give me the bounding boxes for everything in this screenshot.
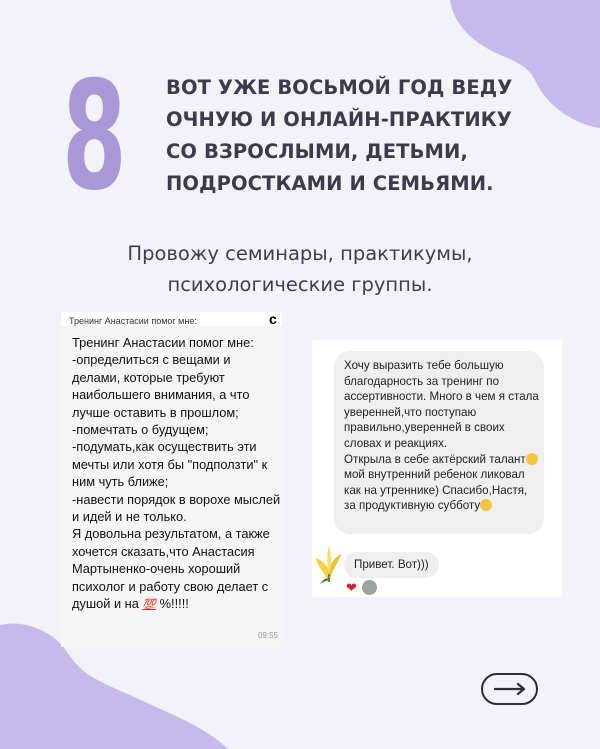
review-message-right <box>344 358 540 514</box>
reaction-avatar <box>362 580 377 595</box>
arrow-right-icon <box>494 683 526 695</box>
reply-bubble: Привет. Вот))) <box>344 552 439 578</box>
laughing-emoji-icon <box>526 453 538 465</box>
review-message-body: Тренинг Анастасии помог мне: -определиться с вещами и делами, которые требуют наибольшего внимания, а что лучше оставить в прошлом; -помечтать о будущем; -подумать,как осуществить эти мечты или хотя бы "подползти" к ним чуть ближе; -навести порядок в ворохе мыслей и идей и не только. Я довольна результатом, а также хочется сказать,что Анастасия Мартыненко-очень хороший психолог и работу свою делает с душой и на <box>72 335 281 612</box>
review-header-strip <box>61 312 282 326</box>
review-message-part2: мой внутренний ребенок ликовал как на утреннике) Спасибо,Настя, за продуктивную субботу <box>344 468 528 513</box>
tongue-emoji-icon <box>480 499 492 511</box>
lily-flower-icon <box>314 544 344 584</box>
review-message-left <box>72 334 282 615</box>
message-timestamp: 09:55 <box>257 631 278 640</box>
review-header-suffix: с <box>269 312 277 327</box>
review-message-bubble <box>334 351 544 534</box>
slide-subheading: Провожу семинары, практикумы, психологические группы. <box>127 242 473 296</box>
slide-number: 8 <box>62 50 127 224</box>
heart-reaction-icon: ❤ <box>346 580 357 595</box>
hundred-emoji-icon: 💯 <box>142 599 157 612</box>
review-header-text: Тренинг Анастасии помог мне: <box>69 316 197 326</box>
review-message-end: %!!!!! <box>159 596 189 612</box>
slide-heading: ВОТ УЖЕ ВОСЬМОЙ ГОД ВЕДУ ОЧНУЮ И ОНЛАЙН-ПРАКТИКУ СО ВЗРОСЛЫМИ, ДЕТЬМИ, ПОДРОСТКАМИ И СЕМЬЯМИ. <box>166 76 513 195</box>
next-slide-button[interactable] <box>481 673 538 705</box>
review-screenshot-left <box>61 312 282 647</box>
review-screenshot-right <box>312 340 562 597</box>
review-message-part1: Хочу выразить тебе большую благодарность за тренинг по ассертивности. Много в чем я стала уверенней,что поступаю правильно,уверенней в своих словах и реакциях. Открыла в себе актёрский талант <box>344 359 539 466</box>
